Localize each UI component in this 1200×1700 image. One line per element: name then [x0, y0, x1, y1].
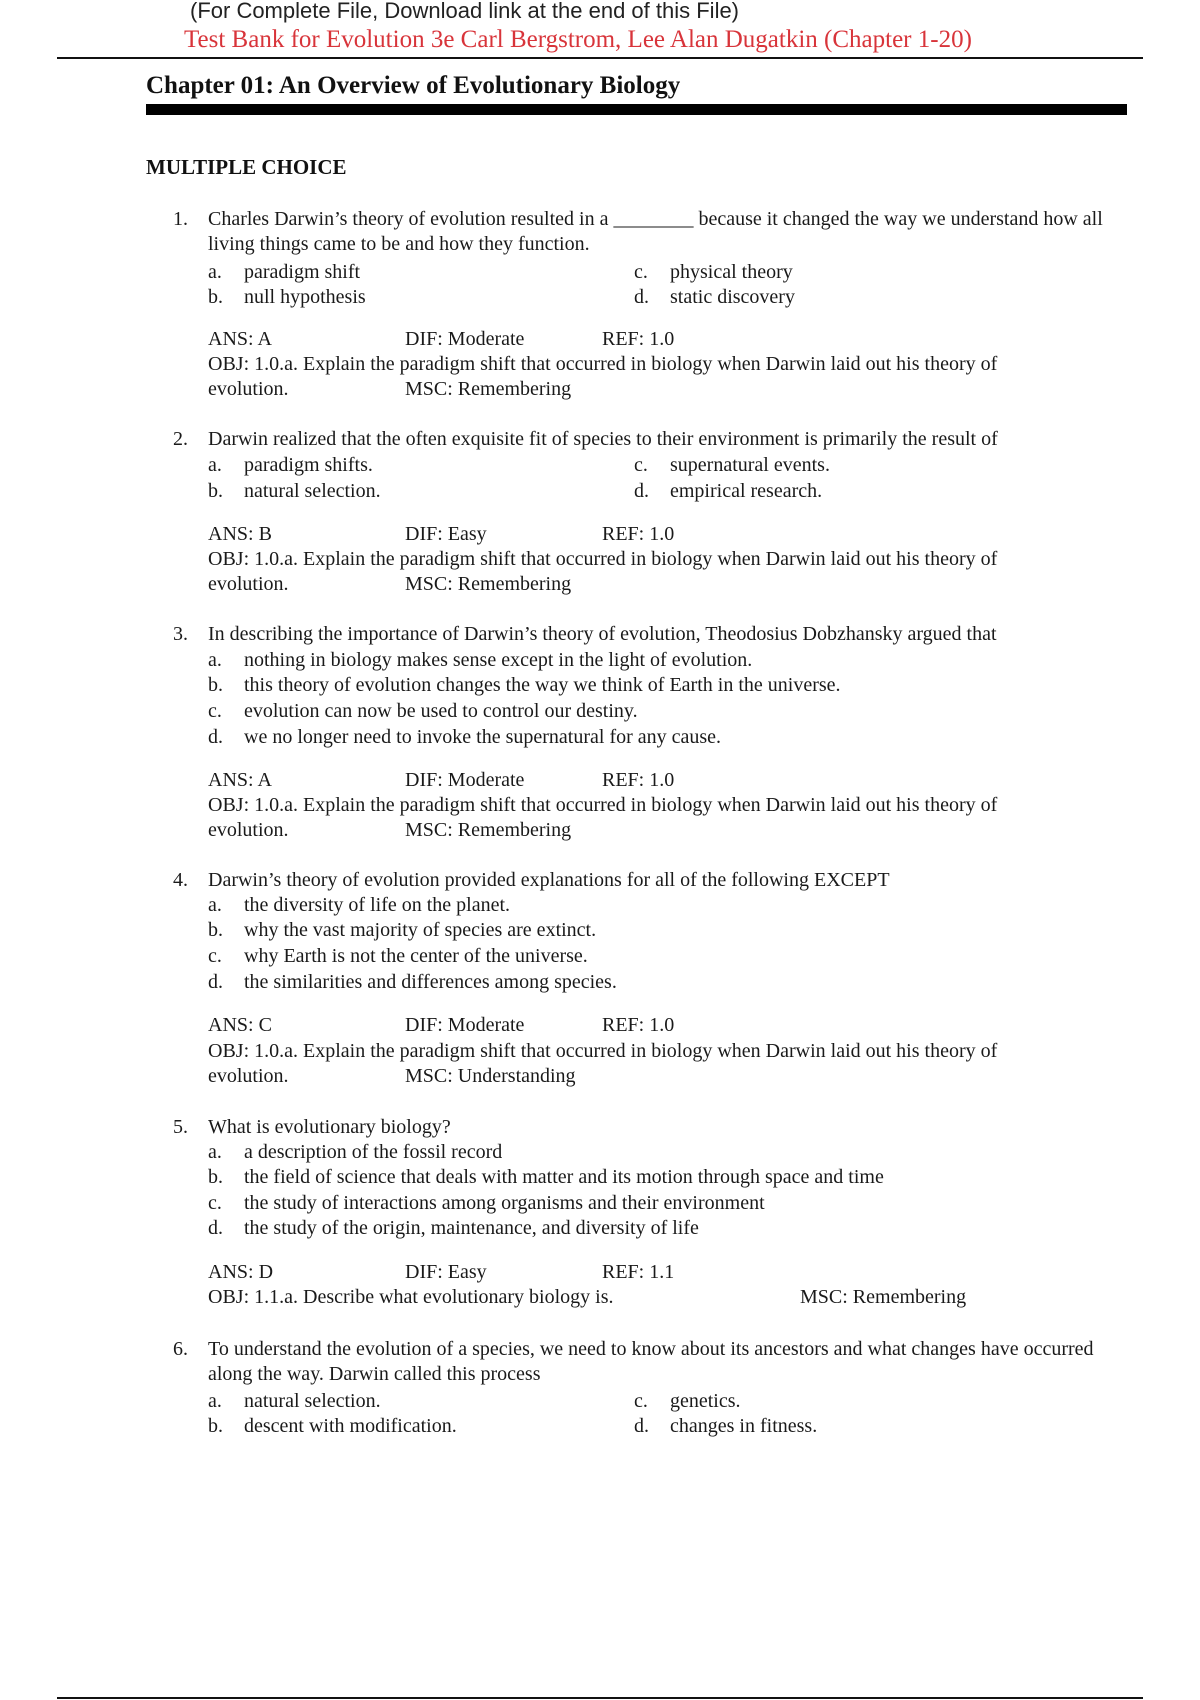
option-d[interactable] — [208, 725, 721, 750]
footer-divider — [57, 1697, 1143, 1699]
option-text: why the vast majority of species are extinct. — [244, 919, 597, 941]
question-text: Darwin’s theory of evolution provided explanations for all of the following EXCEPT — [208, 869, 890, 891]
test-bank-title-link[interactable]: Test Bank for Evolution 3e Carl Bergstrom, Lee Alan Dugatkin (Chapter 1-20) — [184, 26, 972, 53]
option-d[interactable] — [634, 1414, 817, 1439]
objective-continued: evolution. — [208, 378, 289, 400]
option-letter: b. — [208, 1166, 223, 1188]
difficulty: DIF: Moderate — [405, 769, 525, 791]
question-text: What is evolutionary biology? — [208, 1116, 451, 1138]
option-text: changes in fitness. — [670, 1415, 818, 1437]
difficulty: DIF: Easy — [405, 523, 487, 545]
option-letter: a. — [208, 261, 222, 283]
option-text: descent with modification. — [244, 1415, 457, 1437]
header-divider — [57, 57, 1143, 59]
option-b[interactable] — [208, 1414, 457, 1439]
difficulty: DIF: Moderate — [405, 328, 525, 350]
option-b[interactable] — [208, 1165, 884, 1190]
question-number: 1. — [173, 208, 188, 230]
skill-category: MSC: Remembering — [800, 1286, 967, 1308]
option-text: paradigm shifts. — [244, 454, 373, 476]
option-letter: c. — [634, 454, 648, 476]
question-number: 4. — [173, 869, 188, 891]
option-text: the study of interactions among organisms and their environment — [244, 1192, 765, 1214]
option-a[interactable] — [208, 260, 360, 285]
question-text: Charles Darwin’s theory of evolution resulted in a ________ because it changed the way we understand how all living things came to be and how they function. — [208, 208, 1103, 255]
option-text: null hypothesis — [244, 286, 366, 308]
option-text: natural selection. — [244, 1390, 381, 1412]
option-text: this theory of evolution changes the way we think of Earth in the universe. — [244, 674, 841, 696]
question-number: 3. — [173, 623, 188, 645]
answer-key: ANS: D — [208, 1261, 274, 1283]
option-d[interactable] — [634, 285, 795, 310]
option-c[interactable] — [634, 1389, 741, 1414]
objective-continued: evolution. — [208, 819, 289, 841]
option-text: the diversity of life on the planet. — [244, 894, 511, 916]
option-letter: d. — [634, 1415, 649, 1437]
option-letter: a. — [208, 1390, 222, 1412]
question-stem — [173, 427, 1118, 452]
objective: OBJ: 1.0.a. Explain the paradigm shift that occurred in biology when Darwin laid out his theory of — [208, 548, 998, 570]
option-text: the study of the origin, maintenance, and diversity of life — [244, 1217, 699, 1239]
answer-key: ANS: A — [208, 328, 272, 350]
option-letter: a. — [208, 894, 222, 916]
option-c[interactable] — [634, 453, 830, 478]
skill-category: MSC: Remembering — [405, 378, 572, 400]
option-letter: b. — [208, 1415, 223, 1437]
question-text: In describing the importance of Darwin’s theory of evolution, Theodosius Dobzhansky argued that — [208, 623, 997, 645]
reference: REF: 1.0 — [602, 328, 675, 350]
option-a[interactable] — [208, 1389, 381, 1414]
option-d[interactable] — [634, 479, 822, 504]
option-text: the field of science that deals with matter and its motion through space and time — [244, 1166, 884, 1188]
option-letter: d. — [208, 726, 223, 748]
skill-category: MSC: Remembering — [405, 819, 572, 841]
objective: OBJ: 1.0.a. Explain the paradigm shift that occurred in biology when Darwin laid out his theory of — [208, 1040, 998, 1062]
option-letter: b. — [208, 674, 223, 696]
option-b[interactable] — [208, 673, 841, 698]
question-number: 6. — [173, 1338, 188, 1360]
skill-category: MSC: Understanding — [405, 1065, 576, 1087]
objective: OBJ: 1.0.a. Explain the paradigm shift that occurred in biology when Darwin laid out his theory of — [208, 353, 998, 375]
option-text: why Earth is not the center of the universe. — [244, 945, 588, 967]
question-text: To understand the evolution of a species, we need to know about its ancestors and what changes have occurred along the way. Darwin called this process — [208, 1338, 1094, 1385]
option-text: natural selection. — [244, 480, 381, 502]
option-b[interactable] — [208, 285, 366, 310]
option-text: a description of the fossil record — [244, 1141, 503, 1163]
option-text: evolution can now be used to control our destiny. — [244, 700, 638, 722]
reference: REF: 1.0 — [602, 1014, 675, 1036]
answer-key: ANS: C — [208, 1014, 272, 1036]
question-stem — [173, 1337, 1118, 1387]
question-number: 2. — [173, 428, 188, 450]
skill-category: MSC: Remembering — [405, 573, 572, 595]
reference: REF: 1.1 — [602, 1261, 675, 1283]
question-number: 5. — [173, 1116, 188, 1138]
question-stem — [173, 868, 1118, 893]
option-text: physical theory — [670, 261, 793, 283]
chapter-title: Chapter 01: An Overview of Evolutionary Biology — [146, 72, 681, 99]
option-a[interactable] — [208, 1140, 502, 1165]
reference: REF: 1.0 — [602, 523, 675, 545]
difficulty: DIF: Easy — [405, 1261, 487, 1283]
objective-continued: evolution. — [208, 573, 289, 595]
option-a[interactable] — [208, 453, 373, 478]
option-a[interactable] — [208, 648, 752, 673]
question-stem — [173, 1115, 1118, 1140]
option-text: we no longer need to invoke the supernatural for any cause. — [244, 726, 722, 748]
option-letter: c. — [208, 1192, 222, 1214]
option-d[interactable] — [208, 1216, 699, 1241]
option-letter: d. — [634, 286, 649, 308]
answer-key: ANS: A — [208, 769, 272, 791]
option-letter: b. — [208, 480, 223, 502]
objective-continued: evolution. — [208, 1065, 289, 1087]
option-text: paradigm shift — [244, 261, 361, 283]
option-d[interactable] — [208, 970, 617, 995]
option-c[interactable] — [634, 260, 793, 285]
option-letter: c. — [634, 1390, 648, 1412]
option-letter: c. — [208, 945, 222, 967]
objective: OBJ: 1.0.a. Explain the paradigm shift that occurred in biology when Darwin laid out his theory of — [208, 794, 998, 816]
reference: REF: 1.0 — [602, 769, 675, 791]
option-letter: d. — [208, 971, 223, 993]
option-letter: d. — [208, 1217, 223, 1239]
download-notice: (For Complete File, Download link at the end of this File) — [190, 0, 740, 23]
chapter-title-bar — [146, 104, 1127, 115]
option-b[interactable] — [208, 918, 596, 943]
option-letter: c. — [634, 261, 648, 283]
option-letter: a. — [208, 649, 222, 671]
option-text: genetics. — [670, 1390, 741, 1412]
option-c[interactable] — [208, 699, 638, 724]
option-letter: b. — [208, 919, 223, 941]
option-letter: a. — [208, 454, 222, 476]
option-letter: b. — [208, 286, 223, 308]
option-c[interactable] — [208, 944, 588, 969]
option-letter: d. — [634, 480, 649, 502]
option-letter: c. — [208, 700, 222, 722]
option-b[interactable] — [208, 479, 381, 504]
option-letter: a. — [208, 1141, 222, 1163]
option-text: static discovery — [670, 286, 795, 308]
difficulty: DIF: Moderate — [405, 1014, 525, 1036]
option-a[interactable] — [208, 893, 510, 918]
option-text: nothing in biology makes sense except in the light of evolution. — [244, 649, 753, 671]
option-text: supernatural events. — [670, 454, 830, 476]
question-text: Darwin realized that the often exquisite fit of species to their environment is primarily the result of — [208, 428, 998, 450]
section-heading: MULTIPLE CHOICE — [146, 155, 347, 179]
option-c[interactable] — [208, 1191, 765, 1216]
option-text: empirical research. — [670, 480, 823, 502]
objective: OBJ: 1.1.a. Describe what evolutionary biology is. — [208, 1286, 614, 1308]
option-text: the similarities and differences among species. — [244, 971, 617, 993]
question-stem — [173, 207, 1118, 257]
question-stem — [173, 622, 1118, 647]
answer-key: ANS: B — [208, 523, 272, 545]
